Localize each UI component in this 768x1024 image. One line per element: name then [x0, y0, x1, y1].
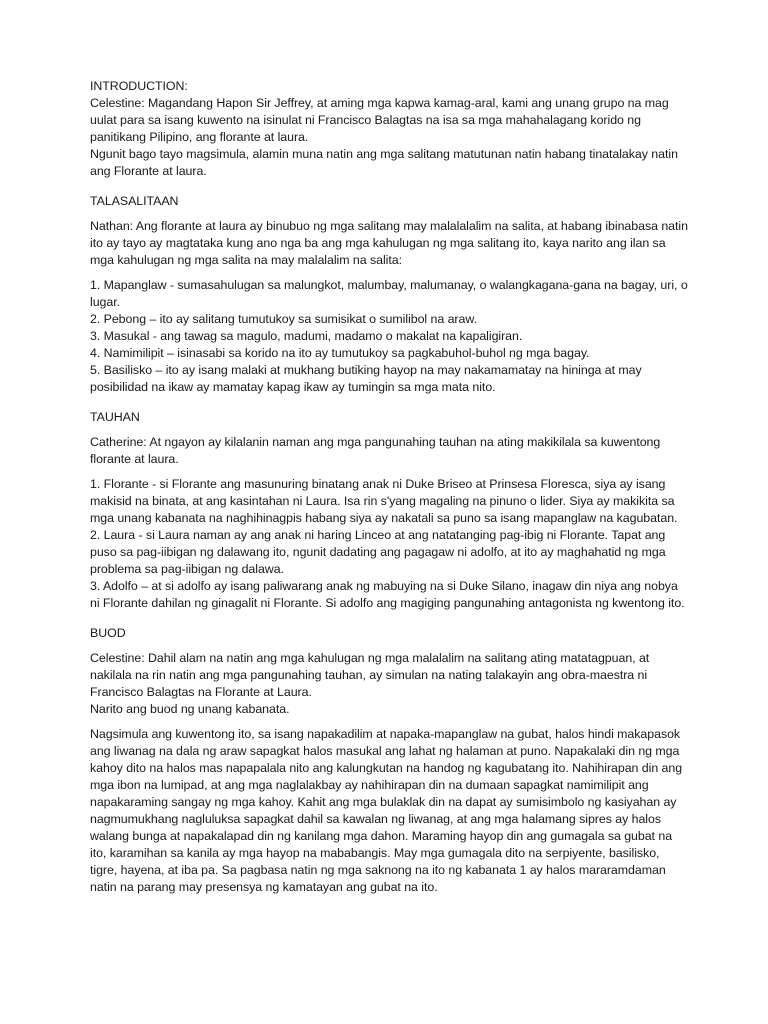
- talasalitaan-intro: Nathan: Ang florante at laura ay binubuo ng mga salitang may malalalalim na salita, at habang ibinabasa natin ito ay tayo ay magtataka kung ano nga ba ang mga kahulugan ng mga salitang ito, kaya narito ang ilan sa mga kahulugan ng mga salita na may malalalim na salita:: [90, 219, 688, 267]
- heading-talasalitaan: TALASALITAAN: [90, 194, 179, 208]
- intro-paragraph-2: Ngunit bago tayo magsimula, alamin muna natin ang mga salitang matutunan natin habang tinatalakay natin ang Florante at laura.: [90, 147, 678, 178]
- vocab-item-5: 5. Basilisko – ito ay isang malaki at mukhang butiking hayop na may nakamamatay na hininga at may posibilidad na ikaw ay mamatay kapag ikaw ay tumingin sa mga mata nito.: [90, 363, 642, 394]
- vocab-item-4: 4. Namimilipit – isinasabi sa korido na ito ay tumutukoy sa pagkabuhol-buhol ng mga bagay.: [90, 346, 590, 360]
- tauhan-intro: Catherine: At ngayon ay kilalanin naman ang mga pangunahing tauhan na ating makikilala sa kuwentong florante at laura.: [90, 435, 661, 466]
- buod-intro: Celestine: Dahil alam na natin ang mga kahulugan ng mga malalalim na salitang ating matatagpuan, at nakilala na rin natin ang mga pangunahing tauhan, ay simulan na nating talakayin ang obra-maestra ni Francisco Balagtas na Florante at Laura.: [90, 651, 650, 699]
- document-body: [90, 78, 688, 896]
- character-item-2: 2. Laura - si Laura naman ay ang anak ni haring Linceo at ang natatanging pag-ibig ni Florante. Tapat ang puso sa pag-iibigan ng dalawang ito, ngunit dadating ang pagagaw ni adolfo, at ito ay maghahatid ng mga problema sa pag-iibigan ng dalawa.: [90, 528, 666, 576]
- heading-buod: BUOD: [90, 626, 126, 640]
- character-item-1: 1. Florante - si Florante ang masunuring binatang anak ni Duke Briseo at Prinsesa Floresca, siya ay isang makisid na binata, at ang kasintahan ni Laura. Isa rin s'yang magaling na pinuno o lider. Siya ay makikita sa mga unang kabanata na naghihinagpis habang siya ay nakatali sa puno sa isang mapanglaw na kagubatan.: [90, 477, 678, 525]
- character-item-3: 3. Adolfo – at si adolfo ay isang paliwarang anak ng mabuying na si Duke Silano, inagaw din niya ang nobya ni Florante dahilan ng ginagalit ni Florante. Si adolfo ang magiging pangunahing antagonista ng kwentong ito.: [90, 579, 685, 610]
- intro-paragraph-1: Celestine: Magandang Hapon Sir Jeffrey, at aming mga kapwa kamag-aral, kami ang unang grupo na mag uulat para sa isang kuwento na isinulat ni Francisco Balagtas na isa sa mga mahahalagang korido ng panitikang Pilipino, ang florante at laura.: [90, 96, 669, 144]
- vocab-item-1: 1. Mapanglaw - sumasahulugan sa malungkot, malumbay, malumanay, o walangkagana-gana na bagay, uri, o lugar.: [90, 278, 688, 309]
- heading-tauhan: TAUHAN: [90, 410, 140, 424]
- buod-note: Narito ang buod ng unang kabanata.: [90, 702, 290, 716]
- buod-body: Nagsimula ang kuwentong ito, sa isang napakadilim at napaka-mapanglaw na gubat, halos hindi makapasok ang liwanag na dala ng araw sapagkat halos masukal ang lahat ng halaman at puno. Napakalaki din ng mga kahoy dito na halos mas napapalala nito ang kalungkutan na handog ng kagubatang ito. Nahihirapan din ang mga ibon na lumipad, at ang mga naglalakbay ay nahihirapan din na dumaan sapagkat namimilipit ang napakaraming sangay ng mga kahoy. Kahit ang mga bulaklak din na dapat ay sumisimbolo ng kasiyahan ay nagmumukhang nagluluksa sapagkat dahil sa kawalan ng liwanag, at ang mga halamang sipres ay halos walang bunga at napakalapad din ng kanilang mga dahon. Maraming hayop din ang gumagala sa gubat na ito, karamihan sa kanila ay mga hayop na mababangis. May mga gumagala dito na serpiyente, basilisko, tigre, hayena, at iba pa. Sa pagbasa natin ng mga saknong na ito ng kabanata 1 ay halos mararamdaman natin na parang may presensya ng kamatayan ang gubat na ito.: [90, 727, 683, 894]
- heading-introduction: INTRODUCTION:: [90, 79, 188, 93]
- vocab-item-3: 3. Masukal - ang tawag sa magulo, madumi, madamo o makalat na kapaligiran.: [90, 329, 523, 343]
- vocab-item-2: 2. Pebong – ito ay salitang tumutukoy sa sumisikat o sumilibol na araw.: [90, 312, 477, 326]
